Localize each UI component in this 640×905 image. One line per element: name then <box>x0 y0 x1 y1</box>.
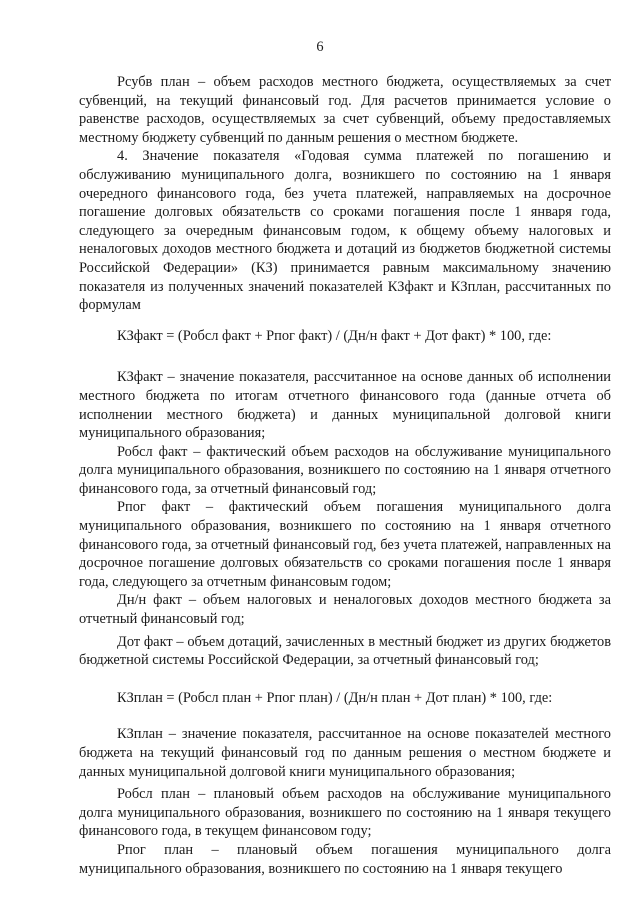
paragraph-robsl-fact: Робсл факт – фактический объем расходов на обслуживание муниципального долга муниципального образования, возникшего по состоянию на 1 января отчетного финансового года, за отчетный финансовый год; <box>79 443 611 497</box>
paragraph-dot-fact: Дот факт – объем дотаций, зачисленных в местный бюджет из других бюджетов бюджетной системы Российской Федерации, за отчетный финансовый год; <box>79 633 611 669</box>
paragraph-kz-fact: КЗфакт – значение показателя, рассчитанное на основе данных об исполнении местного бюджета по итогам отчетного финансового года (данные отчета об исполнении местного бюджета) и данных муниципальной долговой книги муниципального образования; <box>79 369 611 442</box>
paragraph-item-4: 4. Значение показателя «Годовая сумма платежей по погашению и обслуживанию муниципального долга, возникшего по состоянию на 1 января очередного финансового года, без учета платежей, направляемых на досрочное погашение долговых обязательств со сроками погашения после 1 января года, следующего за очередным финансовым годом, к общему объему налоговых и неналоговых доходов местного бюджета и дотаций из бюджетов бюджетной системы Российской Федерации» (КЗ) принимается равным максимальному значению показателя из полученных значений показателей КЗфакт и КЗплан, рассчитанных по формулам <box>79 148 611 314</box>
formula-kz-fact: КЗфакт = (Робсл факт + Рпог факт) / (Дн/н факт + Дот факт) * 100, где: <box>117 327 552 344</box>
paragraph-robsl-plan: Робсл план – плановый объем расходов на обслуживание муниципального долга муниципального образования, возникшего по состоянию на 1 января текущего финансового года, в текущем финансовом году; <box>79 786 611 840</box>
paragraph-dnn-fact: Дн/н факт – объем налоговых и неналоговых доходов местного бюджета за отчетный финансовый год; <box>79 592 611 628</box>
document-body <box>79 73 611 878</box>
paragraph-rsubv-plan: Рсубв план – объем расходов местного бюджета, осуществляемых за счет субвенций, на текущий финансовый год. Для расчетов принимается условие о равенстве расходов, осуществляемых за счет субвенций, объему предоставляемых местному бюджету субвенций по данным решения о местном бюджете. <box>79 74 611 146</box>
formula-kz-plan: КЗплан = (Робсл план + Рпог план) / (Дн/н план + Дот план) * 100, где: <box>117 689 553 706</box>
paragraph-rpog-fact: Рпог факт – фактический объем погашения муниципального долга муниципального образования, возникшего по состоянию на 1 января отчетного финансового года, за отчетный финансовый год, без учета платежей, направленных на досрочное погашение долговых обязательств со сроками погашения после 1 января года, следующего за отчетным финансовым годом; <box>79 499 611 590</box>
page-number: 6 <box>316 39 324 55</box>
paragraph-kz-plan: КЗплан – значение показателя, рассчитанное на основе показателей местного бюджета на текущий финансовый год по данным решения о местном бюджете и данных муниципальной долговой книги муниципального образования; <box>79 726 611 780</box>
paragraph-rpog-plan: Рпог план – плановый объем погашения муниципального долга муниципального образования, возникшего по состоянию на 1 января текущего <box>79 841 611 877</box>
